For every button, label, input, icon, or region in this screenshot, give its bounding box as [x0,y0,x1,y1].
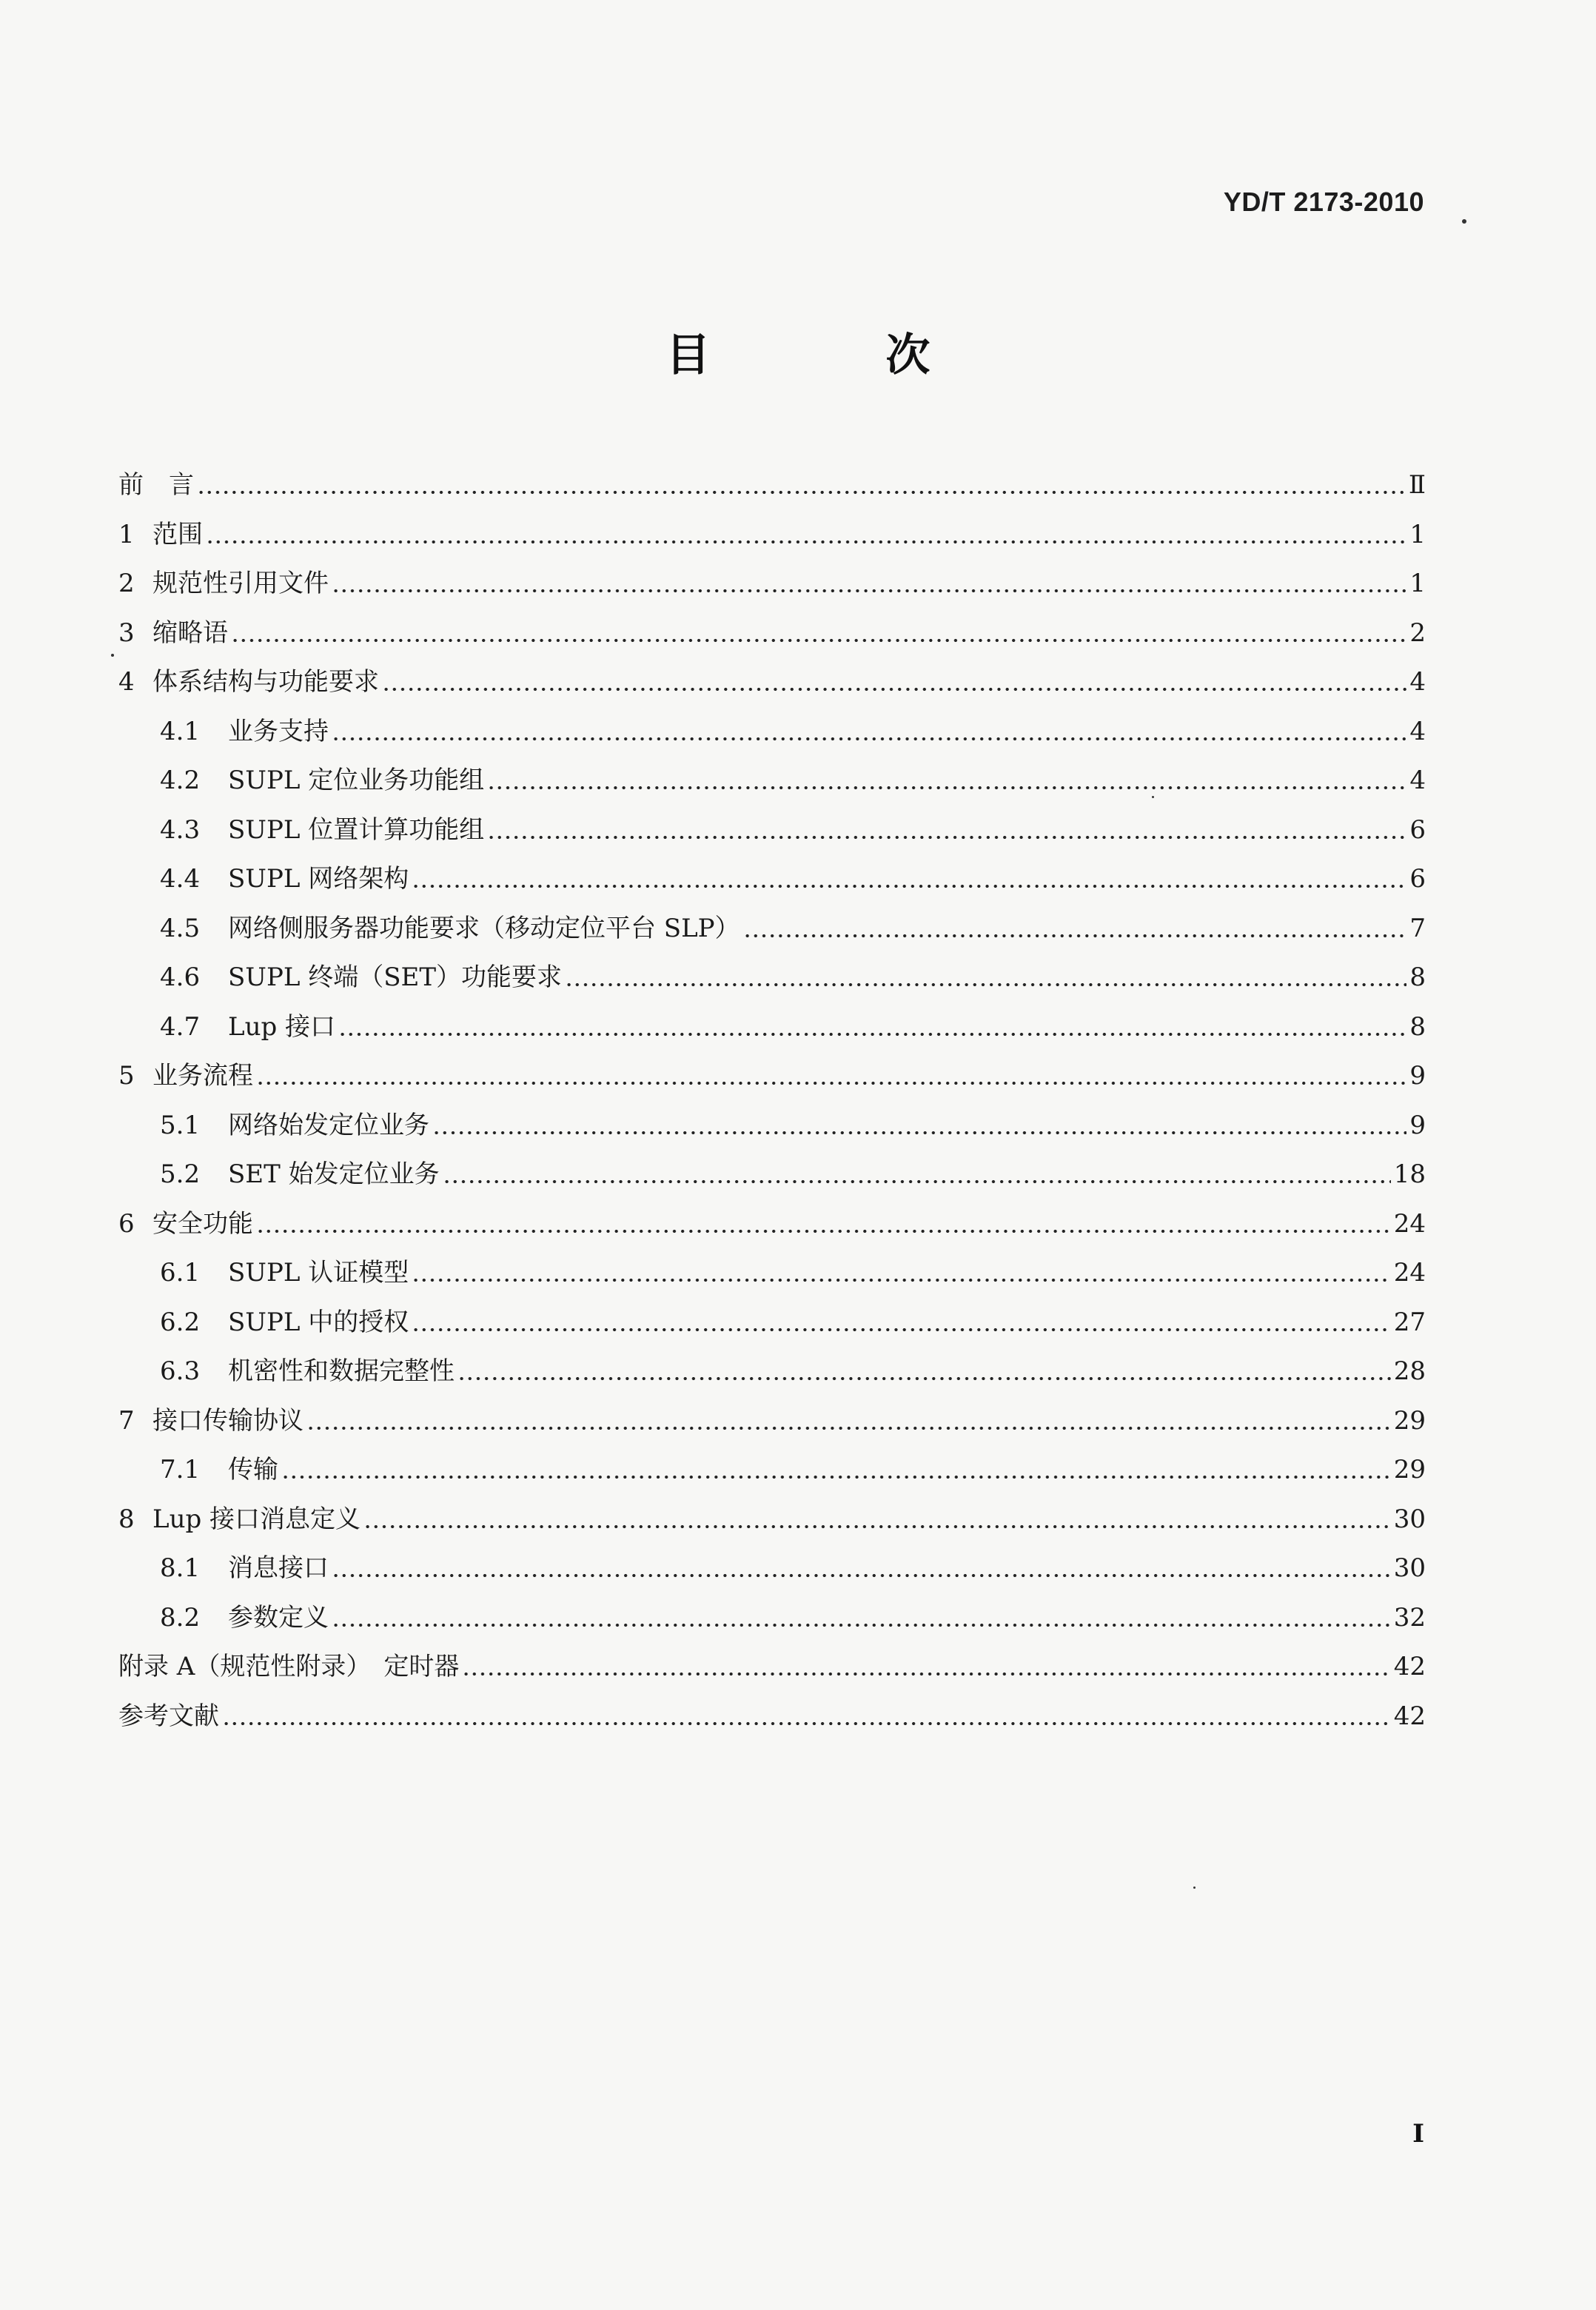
toc-entry-page: 8 [1409,962,1426,992]
toc-entry-number: 6.2 [160,1307,201,1337]
toc-entry-page: 8 [1409,1011,1426,1042]
toc-entry[interactable] [118,1248,1426,1298]
toc-entry[interactable] [118,953,1426,1002]
toc-entry[interactable] [118,1150,1426,1199]
toc-entry[interactable] [118,1544,1426,1593]
toc-entry[interactable] [118,904,1426,954]
toc-entry-page: 4 [1409,667,1426,697]
toc-entry-label: 参考文献 [118,1701,219,1731]
toc-entry[interactable] [118,1199,1426,1249]
toc-entry-number: 8.2 [160,1602,201,1633]
dot-leader [457,1359,1391,1384]
toc-entry-label: 前 言 [118,470,194,500]
toc-entry[interactable] [118,1051,1426,1101]
dot-leader [206,522,1406,547]
toc-entry-page: 9 [1409,1061,1426,1091]
toc-entry-label: SUPL 认证模型 [228,1258,409,1288]
dot-leader [197,472,1406,498]
toc-entry-page: 6 [1409,864,1426,894]
toc-entry-label: 范围 [152,519,203,549]
dot-leader [363,1507,1391,1532]
toc-entry-label: SUPL 网络架构 [228,864,409,894]
toc-entry-page: 7 [1409,913,1426,943]
toc-entry-page: 1 [1409,519,1426,549]
dot-leader [222,1704,1391,1729]
toc-entry-page: 24 [1393,1258,1426,1288]
toc-entry-page: 18 [1393,1159,1426,1189]
toc-entry[interactable] [118,1298,1426,1348]
scan-speck [111,654,114,657]
toc-entry-label: 接口传输协议 [152,1405,304,1436]
toc-entry[interactable] [118,1692,1426,1741]
dot-leader [412,1310,1391,1335]
toc-entry-page: 4 [1409,716,1426,746]
toc-entry-label: SUPL 定位业务功能组 [228,766,485,795]
dot-leader [281,1457,1391,1482]
toc-entry-label: SET 始发定位业务 [228,1159,440,1189]
dot-leader [338,1014,1406,1040]
standard-code: YD/T 2173-2010 [1223,187,1424,217]
toc-entry[interactable] [118,1445,1426,1495]
toc-entry[interactable] [118,657,1426,707]
toc-entry-number: 7.1 [160,1455,201,1484]
dot-leader [443,1162,1391,1187]
toc-entry-label: 消息接口 [228,1553,329,1583]
toc-entry-page: 29 [1393,1405,1426,1436]
toc-entry-label: Lup 接口消息定义 [152,1504,361,1534]
dot-leader [432,1113,1406,1138]
dot-leader [332,719,1406,744]
scan-speck [1193,1886,1196,1889]
toc-entry[interactable] [118,1396,1426,1446]
toc-entry-number: 4 [118,667,135,697]
toc-entry-number: 4.4 [160,864,201,894]
toc-entry-page: Ⅱ [1408,470,1426,500]
toc-entry-label: 传输 [228,1455,278,1484]
toc-entry-page: 42 [1393,1701,1426,1731]
dot-leader [487,768,1406,793]
toc-entry-label: 业务支持 [228,716,329,746]
toc-entry[interactable] [118,854,1426,904]
toc-entry-label: 安全功能 [152,1208,253,1239]
toc-entry-label: 附录 A（规范性附录） 定时器 [118,1652,460,1681]
toc-entry-number: 5.1 [160,1110,201,1140]
toc-entry-page: 29 [1393,1455,1426,1484]
toc-entry[interactable] [118,756,1426,806]
toc-entry-label: SUPL 终端（SET）功能要求 [228,962,562,992]
toc-entry-label: 缩略语 [152,617,228,648]
toc-entry-page: 30 [1393,1504,1426,1534]
toc-entry-label: Lup 接口 [228,1011,336,1042]
toc-entry[interactable] [118,806,1426,855]
toc-entry-number: 2 [118,569,135,598]
toc-entry-label: 网络侧服务器功能要求（移动定位平台 SLP） [228,913,740,943]
toc-entry-number: 5.2 [160,1159,201,1189]
toc-entry-number: 8.1 [160,1553,201,1583]
dot-leader [487,817,1406,843]
toc-entry[interactable] [118,1101,1426,1151]
toc-entry[interactable] [118,1495,1426,1544]
toc-entry[interactable] [118,1002,1426,1052]
dot-leader [256,1063,1406,1088]
toc-entry-page: 42 [1393,1652,1426,1681]
toc-entry-label: SUPL 位置计算功能组 [228,814,485,845]
toc-entry[interactable] [118,461,1426,510]
toc-entry-number: 6.1 [160,1258,201,1288]
toc-entry-page: 30 [1393,1553,1426,1583]
toc-entry-page: 9 [1409,1110,1426,1140]
toc-entry-number: 6.3 [160,1356,201,1386]
toc-entry[interactable] [118,1347,1426,1396]
dot-leader [743,916,1407,941]
dot-leader [412,1260,1391,1285]
toc-entry-number: 3 [118,617,135,648]
dot-leader [412,866,1406,891]
toc-entry-page: 28 [1393,1356,1426,1386]
toc-entry-label: 体系结构与功能要求 [152,667,379,697]
toc-entry-number: 4.1 [160,716,201,746]
toc-entry-label: 参数定义 [228,1602,329,1633]
toc-entry-number: 4.7 [160,1011,201,1042]
table-of-contents [118,461,1426,1741]
toc-entry-label: 业务流程 [152,1061,253,1091]
toc-entry-number: 1 [118,519,135,549]
dot-leader [565,965,1406,990]
toc-entry[interactable] [118,707,1426,757]
toc-entry-page: 32 [1393,1602,1426,1633]
toc-entry-page: 24 [1393,1208,1426,1239]
dot-leader [306,1408,1391,1433]
toc-entry-page: 27 [1393,1307,1426,1337]
toc-entry-page: 2 [1409,617,1426,648]
toc-entry-number: 8 [118,1504,135,1534]
toc-entry[interactable] [118,559,1426,609]
toc-entry-number: 4.5 [160,913,201,943]
dot-leader [382,669,1406,694]
page-title: 目 次 [665,329,1010,381]
toc-entry[interactable] [118,1593,1426,1643]
toc-entry[interactable] [118,609,1426,658]
toc-entry-page: 6 [1409,814,1426,845]
scan-speck [1462,219,1466,224]
page-number: I [1412,2119,1424,2149]
dot-leader [332,571,1406,596]
scan-speck [1152,796,1154,798]
dot-leader [231,620,1406,646]
toc-entry-label: 规范性引用文件 [152,569,329,598]
toc-entry-number: 4.6 [160,962,201,992]
toc-entry[interactable] [118,510,1426,560]
toc-entry-page: 1 [1409,569,1426,598]
toc-entry-number: 5 [118,1061,135,1091]
dot-leader [462,1654,1390,1679]
dot-leader [256,1211,1391,1236]
toc-entry-label: SUPL 中的授权 [228,1307,409,1337]
toc-entry-number: 4.2 [160,766,201,795]
dot-leader [332,1556,1391,1581]
toc-entry-label: 网络始发定位业务 [228,1110,429,1140]
toc-entry-label: 机密性和数据完整性 [228,1356,455,1386]
toc-entry-number: 6 [118,1208,135,1239]
toc-entry[interactable] [118,1642,1426,1692]
toc-entry-page: 4 [1409,766,1426,795]
dot-leader [332,1605,1391,1630]
toc-entry-number: 4.3 [160,814,201,845]
toc-entry-number: 7 [118,1405,135,1436]
